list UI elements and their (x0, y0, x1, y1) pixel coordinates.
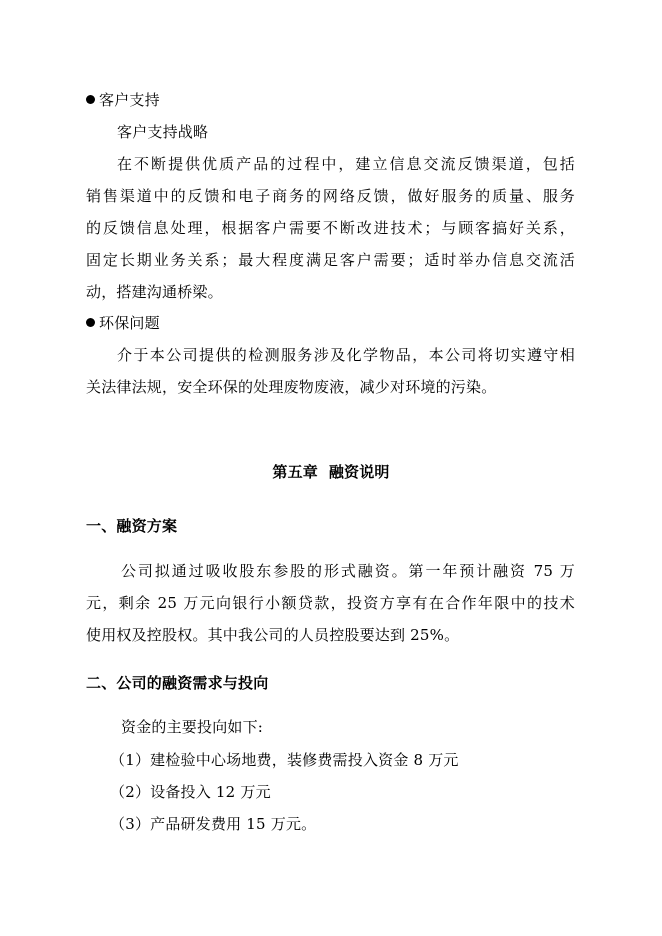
paragraph-line: 元，剩余 25 万元向银行小额贷款，投资方享有在合作年限中的技术 (86, 594, 575, 612)
paragraph-line: 介于本公司提供的检测服务涉及化学物品，本公司将切实遵守相 (117, 346, 575, 364)
bullet-title: 环保问题 (99, 314, 160, 332)
subheading: 客户支持战略 (117, 123, 209, 141)
list-item: （2）设备投入 12 万元 (110, 783, 271, 801)
intro-line: 资金的主要投向如下: (121, 718, 264, 736)
bullet-icon (86, 95, 95, 104)
bullet-customer-support (86, 90, 160, 110)
paragraph-line: 在不断提供优质产品的过程中，建立信息交流反馈渠道，包括 (117, 155, 575, 173)
paragraph-line: 关法律法规，安全环保的处理废物废液，减少对环境的污染。 (86, 378, 497, 396)
paragraph-line: 固定长期业务关系；最大程度满足客户需要；适时举办信息交流活 (86, 251, 575, 269)
bullet-environment (86, 313, 160, 333)
bullet-icon (86, 318, 95, 327)
list-item: （3）产品研发费用 15 万元。 (110, 815, 317, 833)
chapter-title: 第五章 融资说明 (272, 463, 390, 481)
paragraph-line: 使用权及控股权。其中我公司的人员控股要达到 25%。 (86, 626, 460, 644)
list-item: （1）建检验中心场地费，装修费需投入资金 8 万元 (110, 751, 459, 769)
paragraph-line: 公司拟通过吸收股东参股的形式融资。第一年预计融资 75 万 (121, 562, 575, 580)
paragraph-line: 销售渠道中的反馈和电子商务的网络反馈，做好服务的质量、服务 (86, 187, 575, 205)
section-heading: 二、公司的融资需求与投向 (86, 674, 269, 692)
section-heading: 一、融资方案 (86, 517, 178, 535)
bullet-title: 客户支持 (99, 91, 160, 109)
paragraph-line: 的反馈信息处理，根据客户需要不断改进技术；与顾客搞好关系， (86, 219, 575, 237)
paragraph-line: 动，搭建沟通桥梁。 (86, 283, 223, 301)
